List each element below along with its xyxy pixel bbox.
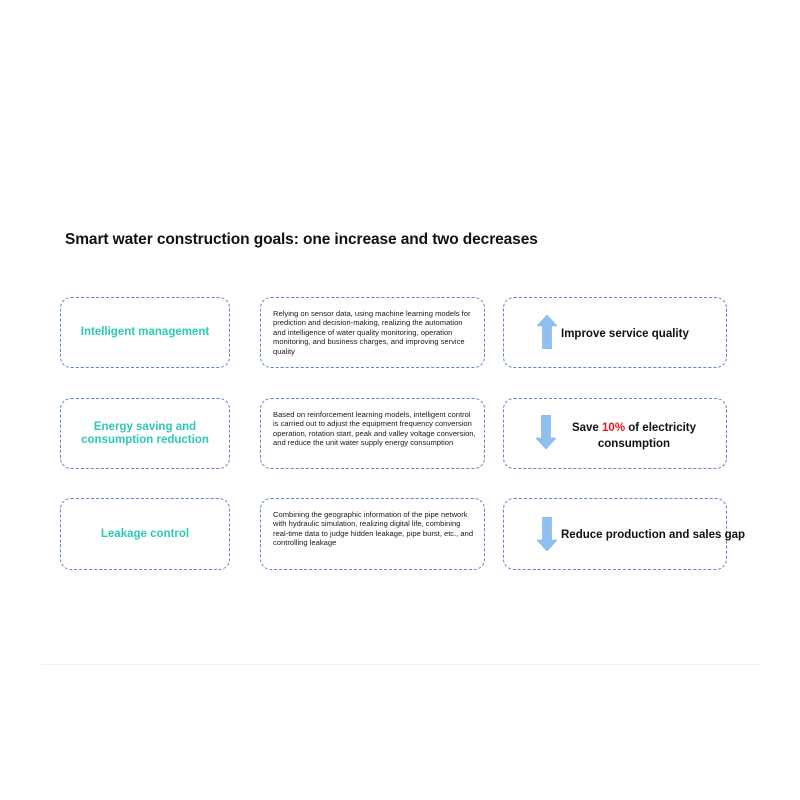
category-label: Energy saving and consumption reduction [81,420,209,446]
divider [42,664,760,665]
category-label: Leakage control [100,527,190,540]
category-box-energy-saving [60,398,230,469]
goal-text-after: of electricity consumption [597,422,697,450]
category-label: Intelligent management [80,326,210,338]
goal-text: Reduce production and sales gap [561,529,746,541]
goal-text-before: Save [571,422,603,434]
category-box-leakage-control [60,498,230,570]
description-text: Based on reinforcement learning models, intelligent control is carried out to adjust the equipment frequency conversion operation, rotation start, peak and valley voltage conversion, and reduce the unit water supply energy consumption [273,410,476,448]
arrow-down-icon [537,517,557,551]
goal-box-service-quality [503,297,727,368]
description-box-intelligent-management [260,297,485,368]
category-box-intelligent-management [60,297,230,368]
arrow-down-icon [536,415,556,449]
goal-text [559,420,709,452]
goal-box-electricity [503,398,727,469]
description-box-leakage-control [260,498,485,570]
description-box-energy-saving [260,398,485,469]
goal-highlight-percent: 10% [602,422,626,434]
description-text: Combining the geographic information of the pipe network with hydraulic simulation, realizing digital life, combining real-time data to judge hidden leakage, pipe burst, etc., and controlling leakage [273,510,474,548]
arrow-up-icon [537,315,557,349]
page-title: Smart water construction goals: one increase and two decreases [65,231,538,248]
goal-box-production-sales-gap [503,498,746,570]
description-text: Relying on sensor data, using machine learning models for prediction and decision-making, realizing the automation and intelligence of water quality monitoring, operation monitoring, and business charges, and improving service quality [273,309,471,356]
goal-text: Improve service quality [561,328,689,340]
